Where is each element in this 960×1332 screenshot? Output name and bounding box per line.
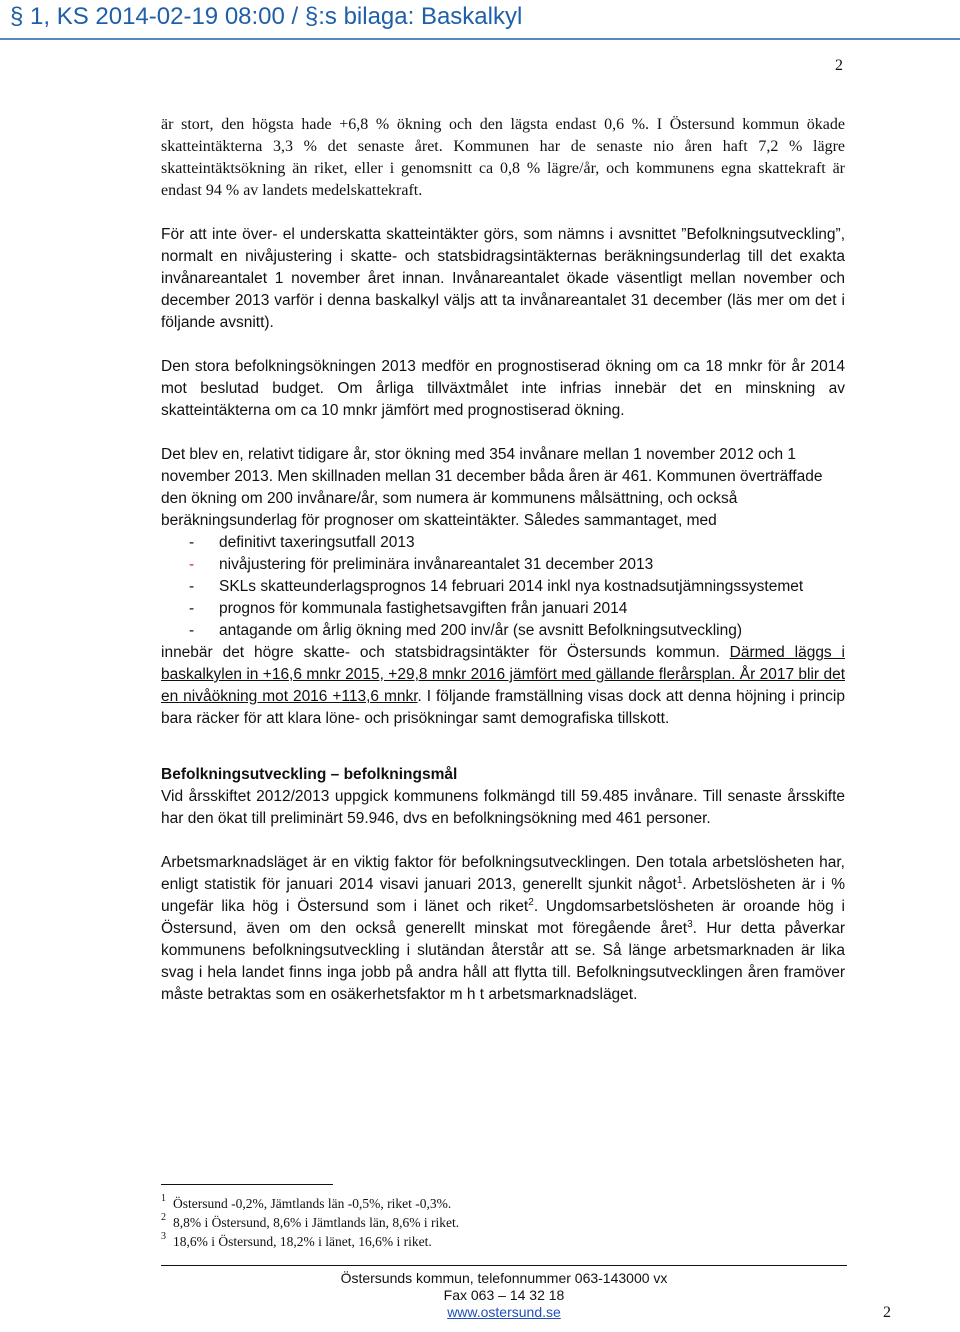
page-number-top: 2: [835, 57, 843, 74]
paragraph-text: . Hur detta påverkar kommunens befolkningsutveckling i slutändan återstår att se. Så länge arbetsmarknaden är lika svag i hela landet finns inga jobb på andra håll att flytta till. Befolkningsutvecklingen åren framöver måste betraktas som en osäkerhetsfaktor m h t arbetsmarknadsläget.: [161, 920, 845, 1003]
footnote-text: 8,8% i Östersund, 8,6% i Jämtlands län, 8,6% i riket.: [173, 1215, 460, 1230]
paragraph-text: Vid årsskiftet 2012/2013 uppgick kommunens folkmängd till 59.485 invånare. Till senaste årsskifte har den ökat till preliminärt 59.946, dvs en befolkningsökning med 461 personer.: [161, 788, 845, 827]
underlined-text: Därmed läggs i baskalkylen in +16,6 mnkr 2015, +29,8 mnkr 2016 jämfört med gällande flerårsplan. År 2017 blir det en nivåökning mot 2016 +113,6 mnkr: [161, 644, 845, 705]
paragraph-text: innebär det högre skatte- och statsbidragsintäkter för Östersunds kommun.: [161, 644, 730, 661]
paragraph-population-count: [161, 786, 845, 830]
footnote-number: 1: [161, 1193, 166, 1204]
footnote-divider: [161, 1184, 333, 1185]
footer-contact: Östersunds kommun, telefonnummer 063-143000 vx: [340, 1270, 668, 1286]
page-footer: [161, 1270, 891, 1321]
list-item-text: nivåjustering för preliminära invånareantalet 31 december 2013: [219, 556, 654, 573]
paragraph-text: . Arbetslösheten är i % ungefär lika hög i Östersund som i länet och riket: [161, 876, 845, 915]
list-item: [161, 620, 845, 642]
paragraph-summary: [161, 444, 845, 730]
assumption-list: [161, 532, 845, 642]
list-item: [161, 554, 845, 576]
dash-bullet: -: [189, 556, 195, 573]
list-item-text: SKLs skatteunderlagsprognos 14 februari 2014 inkl nya kostnadsutjämningssystemet: [219, 578, 804, 595]
page-number-bottom: 2: [883, 1304, 891, 1321]
dash-bullet: -: [189, 578, 195, 595]
paragraph-text: Om årliga tillväxtmålet inte infrias innebär det en minskning av skatteintäkterna om ca 10 mnkr jämfört med prognostiserad ökning.: [161, 380, 845, 419]
document-body: [161, 114, 845, 1028]
footnote: [161, 1194, 459, 1213]
paragraph-population-basis: [161, 224, 845, 334]
paragraph-conclusion: [161, 642, 845, 730]
dash-bullet: -: [189, 534, 195, 551]
footnote-ref[interactable]: 1: [676, 874, 683, 886]
dash-bullet: -: [189, 600, 195, 617]
footnote: [161, 1232, 459, 1251]
list-item-text: antagande om årlig ökning med 200 inv/år (se avsnitt Befolkningsutveckling): [219, 622, 742, 639]
footnote: [161, 1213, 459, 1232]
document-header-bar: [0, 0, 960, 36]
footnote-number: 3: [161, 1231, 166, 1242]
document-title: § 1, KS 2014-02-19 08:00 / §:s bilaga: Baskalkyl: [10, 3, 523, 30]
paragraph-text: Invånareantalet ökade väsentligt mellan november och december 2013 varför i denna baskalkyl väljs att ta invånareantalet 31 december (läs mer om det i följande avsnitt).: [161, 270, 845, 331]
footnote-ref[interactable]: 3: [687, 918, 693, 930]
paragraph-text: . Ungdomsarbetslösheten är oroande hög i Östersund, även om den också generellt minskat mot föregående året: [161, 898, 845, 937]
list-item: [161, 532, 845, 554]
dash-bullet: -: [189, 622, 195, 639]
paragraph-text: Den stora befolkningsökningen 2013 medför en prognostiserad ökning om ca 18 mnkr för år 2014 mot beslutad budget.: [161, 358, 845, 397]
footer-website-link[interactable]: www.ostersund.se: [447, 1304, 561, 1320]
paragraph-tax-growth: [161, 114, 845, 202]
paragraph-labour-market: [161, 852, 845, 1006]
list-item-text: definitivt taxeringsutfall 2013: [219, 534, 415, 551]
footer-divider: [161, 1265, 847, 1266]
footnote-text: 18,6% i Östersund, 18,2% i länet, 16,6% i riket.: [173, 1234, 432, 1249]
paragraph-text: Men skillnaden mellan 31 december båda åren är 461. Kommunen överträffade den ökning om 200 invånare/år, som numera är kommunens målsättning, och också beräkningsunderlag för prognoser om skatteintäkter. Således sammantaget, med: [161, 468, 823, 529]
paragraph-text: Det blev en, relativt tidigare år, stor ökning med 354 invånare mellan 1 november 2012 och 1 november 2013.: [161, 446, 797, 485]
section-heading: Befolkningsutveckling – befolkningsmål: [161, 766, 458, 783]
list-item: [161, 598, 845, 620]
footnotes: [161, 1194, 459, 1251]
footnote-ref[interactable]: 2: [528, 896, 534, 908]
header-divider: [0, 38, 960, 40]
paragraph-text: . I följande framställning visas dock att denna höjning i princip bara räcker för att klara löne- och prisökningar samt demografiska tillskott.: [161, 688, 845, 727]
paragraph-population-increase: [161, 356, 845, 422]
list-item: [161, 576, 845, 598]
paragraph-text: För att inte över- el underskatta skatteintäkter görs, som nämns i avsnittet ”Befolkningsutveckling”, normalt en nivåjustering i skatte- och statsbidragsintäkternas beräkningsunderlag till det exakta invånareantalet 1 november året innan.: [161, 226, 845, 287]
footer-fax: Fax 063 – 14 32 18: [443, 1287, 565, 1303]
list-item-text: prognos för kommunala fastighetsavgiften från januari 2014: [219, 600, 628, 617]
footnote-text: Östersund -0,2%, Jämtlands län -0,5%, riket -0,3%.: [173, 1196, 452, 1211]
paragraph-text: är stort, den högsta hade +6,8 % ökning och den lägsta endast 0,6 %. I Östersund kommun ökade skatteintäkterna 3,3 % det senaste året. Kommunen har de senaste nio åren haft 7,2 % lägre skatteintäktsökning än riket, eller i genomsnitt ca 0,8 % lägre/år, och kommunens egna skattekraft är endast 94 % av landets medelskattekraft.: [161, 116, 845, 199]
paragraph-text: Arbetsmarknadsläget är en viktig faktor för befolkningsutvecklingen. Den totala arbetslösheten har, enligt statistik för januari 2014 visavi januari 2013, generellt sjunkit något: [161, 854, 845, 893]
footnote-number: 2: [161, 1212, 166, 1223]
